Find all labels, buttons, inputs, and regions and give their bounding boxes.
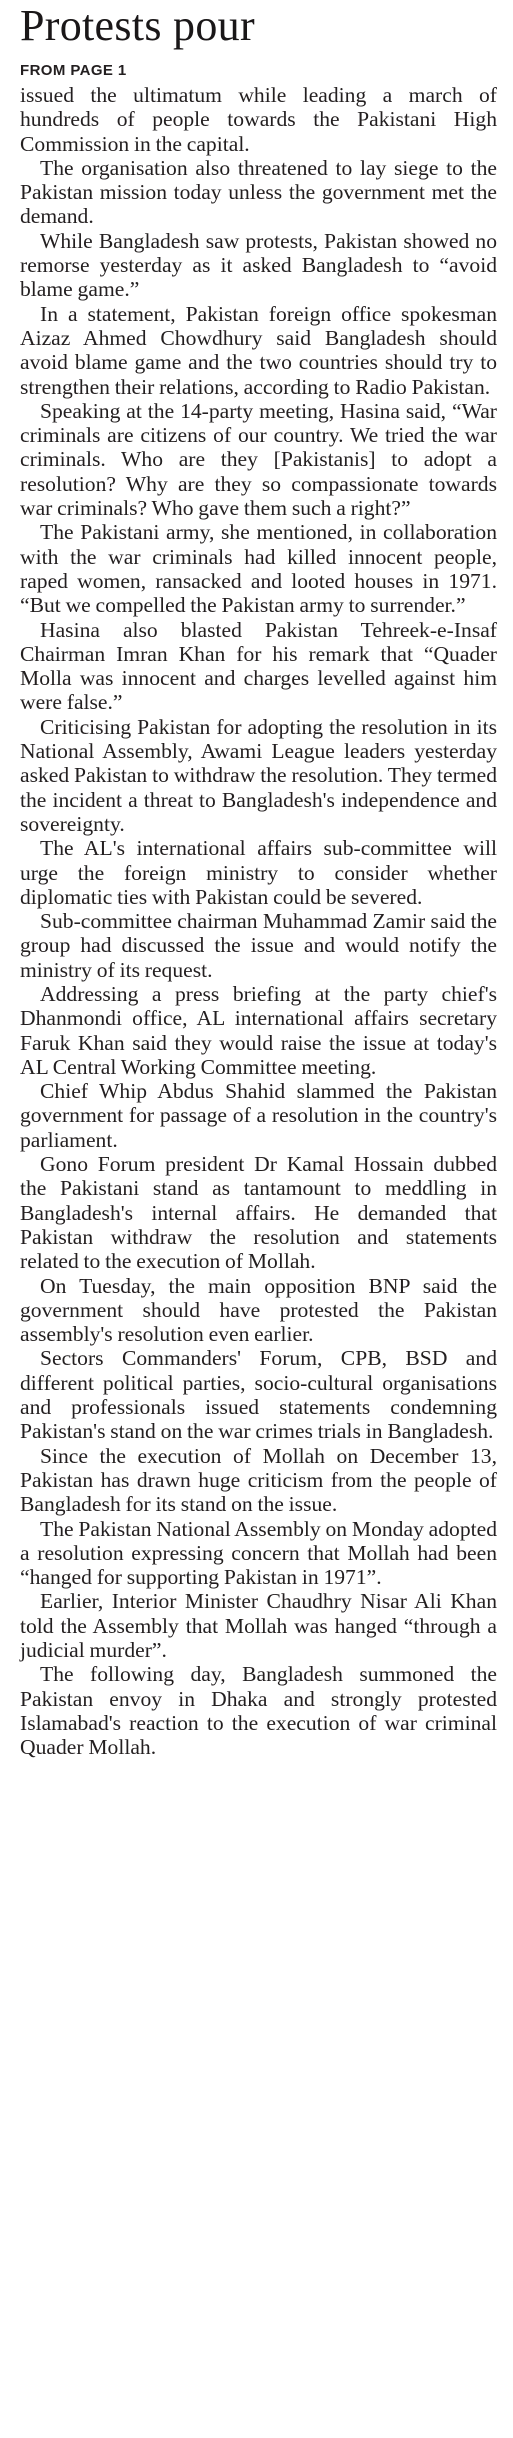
paragraph-17: The Pakistan National Assembly on Monday adopted a resolution expressing concern that Mollah had been “hanged for supporting Pakistan in 1971”.	[20, 1516, 497, 1590]
paragraph-19: The following day, Bangladesh summoned the Pakistan envoy in Dhaka and strongly protested Islamabad's reaction to the execution of war criminal Quader Mollah.	[20, 1662, 497, 1760]
paragraph-5: Speaking at the 14-party meeting, Hasina said, “War criminals are citizens of our country. We tried the war criminals. Who are they [Pakistanis] to adopt a resolution? Why are they so compassionate towards war criminals? Who gave them such a right?”	[20, 398, 497, 521]
paragraph-12: Chief Whip Abdus Shahid slammed the Pakistan government for passage of a resolution in the country's parliament.	[20, 1079, 497, 1152]
paragraph-7: Hasina also blasted Pakistan Tehreek-e-Insaf Chairman Imran Khan for his remark that “Quader Molla was innocent and charges levelled against him were false.”	[20, 617, 497, 715]
paragraph-18: Earlier, Interior Minister Chaudhry Nisar Ali Khan told the Assembly that Mollah was hanged “through a judicial murder”.	[20, 1589, 497, 1662]
jump-label: FROM PAGE 1	[20, 62, 127, 79]
paragraph-15: Sectors Commanders' Forum, CPB, BSD and different political parties, socio-cultural organisations and professionals issued statements condemning Pakistan's stand on the war crimes trials in Bangladesh.	[20, 1346, 497, 1444]
paragraph-14: On Tuesday, the main opposition BNP said the government should have protested the Pakistan assembly's resolution even earlier.	[20, 1273, 497, 1347]
paragraph-1: issued the ultimatum while leading a march of hundreds of people towards the Pakistani High Commission in the capital.	[20, 83, 497, 156]
paragraph-6: The Pakistani army, she mentioned, in collaboration with the war criminals had killed innocent people, raped women, ransacked and looted houses in 1971. “But we compelled the Pakistan army to surrender.”	[20, 520, 497, 618]
paragraph-9: The AL's international affairs sub-committee will urge the foreign ministry to consider whether diplomatic ties with Pakistan could be severed.	[20, 836, 497, 909]
paragraph-8: Criticising Pakistan for adopting the resolution in its National Assembly, Awami League leaders yesterday asked Pakistan to withdraw the resolution. They termed the incident a threat to Bangladesh's independence and sovereignty.	[20, 714, 497, 836]
headline: Protests pour	[20, 1, 255, 50]
paragraph-10: Sub-committee chairman Muhammad Zamir said the group had discussed the issue and would notify the ministry of its request.	[20, 909, 497, 982]
paragraph-13: Gono Forum president Dr Kamal Hossain dubbed the Pakistani stand as tantamount to meddling in Bangladesh's internal affairs. He demanded that Pakistan withdraw the resolution and statements related to the execution of Mollah.	[20, 1152, 497, 1274]
paragraph-2: The organisation also threatened to lay siege to the Pakistan mission today unless the government met the demand.	[20, 155, 497, 229]
paragraph-4: In a statement, Pakistan foreign office spokesman Aizaz Ahmed Chowdhury said Bangladesh should avoid blame game and the two countries should try to strengthen their relations, according to Radio Pakistan.	[20, 301, 497, 399]
paragraph-11: Addressing a press briefing at the party chief's Dhanmondi office, AL international affairs secretary Faruk Khan said they would raise the issue at today's AL Central Working Committee meeting.	[20, 981, 497, 1079]
paragraph-3: While Bangladesh saw protests, Pakistan showed no remorse yesterday as it asked Bangladesh to “avoid blame game.”	[20, 228, 497, 302]
paragraph-16: Since the execution of Mollah on December 13, Pakistan has drawn huge criticism from the people of Bangladesh for its stand on the issue.	[20, 1443, 497, 1517]
